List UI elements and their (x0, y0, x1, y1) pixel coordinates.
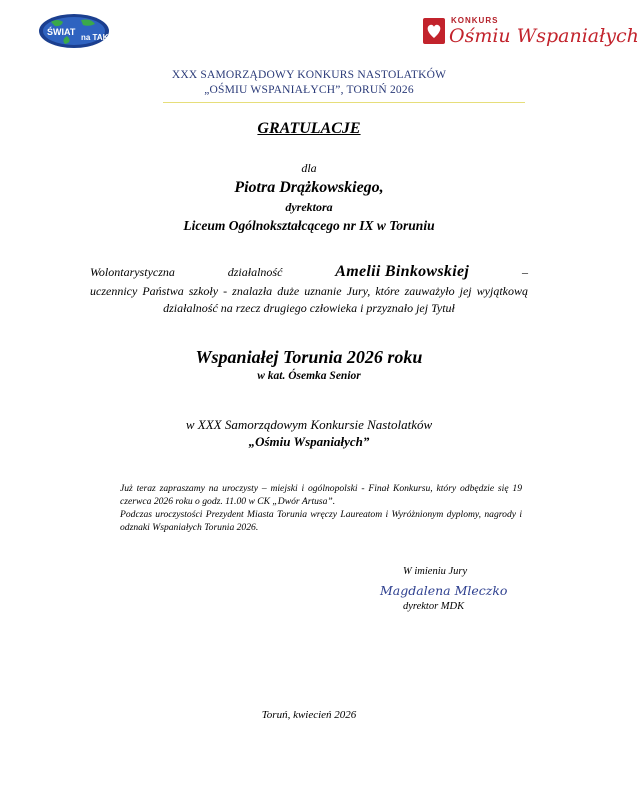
student-name: Amelii Binkowskiej (335, 263, 470, 280)
header-divider (163, 102, 525, 103)
school-name: Liceum Ogólnokształcącego nr IX w Toruniu (183, 218, 435, 233)
recipient-name: Piotra Drążkowskiego, (234, 179, 384, 196)
recipient-role: dyrektora (285, 200, 333, 214)
header-line2: „OŚMIU WSPANIAŁYCH”, TORUŃ 2026 (204, 84, 414, 96)
on-behalf-of-jury: W imieniu Jury (403, 566, 468, 577)
invitation-paragraph-1: Już teraz zapraszamy na uroczysty – miejski i ogólnopolski - Finał Konkursu, który odbędzie się 19 czerwca 2026 roku o godz. 11.00 w CK „Dwór Artusa”. (120, 483, 522, 507)
place-and-date: Toruń, kwiecień 2026 (261, 709, 357, 721)
paragraph-body: uczennicy Państwa szkoły - znalazła duże uznanie Jury, które zauważyło jej wyjątkową działalność na rzecz drugiego człowieka i przyznało jej Tytuł (90, 284, 528, 315)
award-category: w kat. Ósemka Senior (257, 370, 361, 382)
logo-left-word1: ŚWIAT (47, 27, 76, 37)
handwritten-signature: Magdalena Mleczko (380, 583, 508, 598)
para-dash: – (521, 265, 528, 279)
award-title: Wspaniałej Torunia 2026 roku (195, 347, 423, 367)
contest-line-2: „Ośmiu Wspaniałych” (248, 434, 370, 449)
para-word-2: działalność (227, 265, 283, 279)
swiat-na-tak-logo (37, 12, 111, 50)
logo-left-word2: na TAK (81, 33, 109, 42)
invitation-text (120, 482, 522, 534)
paragraph-first-line (90, 263, 528, 281)
logo-right-small: KONKURS (451, 16, 499, 25)
for-label: dla (301, 161, 317, 175)
para-word-1: Wolontarystyczna (90, 265, 175, 279)
heading: GRATULACJE (257, 120, 361, 137)
logo-right-big: Ośmiu Wspaniałych (449, 25, 639, 47)
osmiu-wspanialych-logo (417, 12, 639, 54)
heart-mark-icon (423, 18, 445, 44)
invitation-paragraph-2: Podczas uroczystości Prezydent Miasta Torunia wręczy Laureatom i Wyróżnionym dyplomy, nagrody i odznaki Wspaniałych Torunia 2026. (120, 509, 522, 533)
header-line1: XXX SAMORZĄDOWY KONKURS NASTOLATKÓW (171, 69, 447, 81)
signer-position: dyrektor MDK (403, 601, 465, 612)
contest-line-1: w XXX Samorządowym Konkursie Nastolatków (185, 417, 433, 432)
